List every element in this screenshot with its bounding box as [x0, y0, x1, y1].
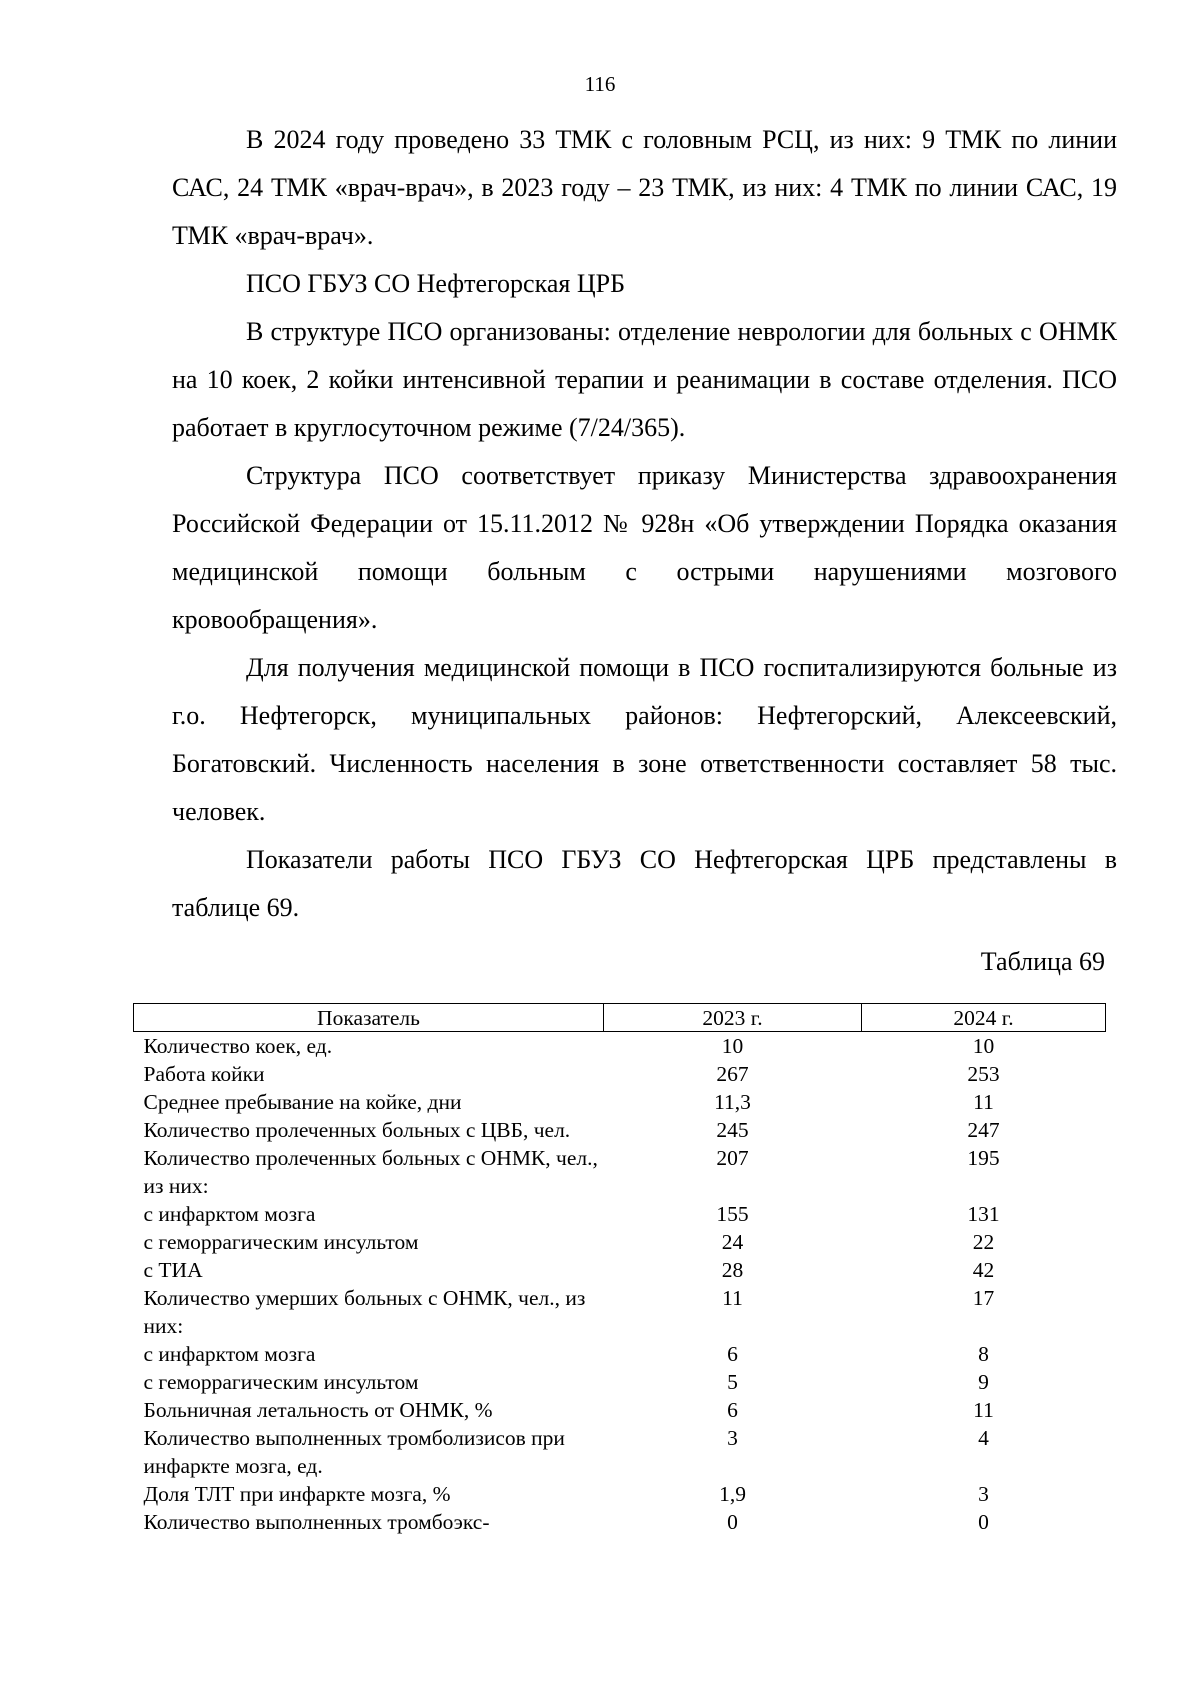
table-row: [134, 1396, 1106, 1424]
value-2023: 24: [721, 1230, 744, 1254]
value-2023: 28: [721, 1258, 744, 1282]
header-2024: 2024 г.: [862, 1004, 1106, 1032]
paragraph-structure: В структуре ПСО организованы: отделение неврологии для больных с ОНМК на 10 коек, 2 койки интенсивной терапии и реанимации в составе отделения. ПСО работает в круглосуточном режиме (7/24/365).: [172, 317, 1117, 442]
row-label: Количество выполненных тромбоэкс-: [143, 1510, 490, 1534]
table-row: [134, 1200, 1106, 1228]
section-heading: ПСО ГБУЗ СО Нефтегорская ЦРБ: [246, 269, 625, 298]
paragraph-table-ref: Показатели работы ПСО ГБУЗ СО Нефтегорская ЦРБ представлены в таблице 69.: [172, 845, 1117, 922]
table-row: [134, 1480, 1106, 1508]
row-label: Больничная летальность от ОНМК, %: [143, 1398, 493, 1422]
row-label: с геморрагическим инсультом: [143, 1370, 419, 1394]
table-row: [134, 1116, 1106, 1144]
table-row: [134, 1144, 1106, 1200]
value-2024: 42: [972, 1258, 995, 1282]
value-2023: 5: [727, 1370, 738, 1394]
row-label: Работа койки: [143, 1062, 265, 1086]
row-label: с геморрагическим инсультом: [143, 1230, 419, 1254]
value-2024: 131: [967, 1202, 1000, 1226]
indicators-table: [133, 1003, 1106, 1536]
value-2023: 3: [727, 1426, 738, 1450]
value-2024: 4: [978, 1426, 989, 1450]
table-caption: Таблица 69: [980, 947, 1105, 976]
value-2024: 11: [973, 1398, 994, 1422]
value-2023: 6: [727, 1342, 738, 1366]
value-2023: 11: [722, 1286, 743, 1310]
table-row: [134, 1340, 1106, 1368]
value-2023: 6: [727, 1398, 738, 1422]
header-indicator: Показатель: [134, 1004, 604, 1032]
value-2024: 22: [972, 1230, 995, 1254]
value-2023: 10: [721, 1034, 744, 1058]
value-2024: 11: [973, 1090, 994, 1114]
paragraph-population: Для получения медицинской помощи в ПСО госпитализируются больные из г.о. Нефтегорск, муниципальных районов: Нефтегорский, Алексеевский, Богатовский. Численность населения в зоне ответственности составляет 58 тыс. человек.: [172, 653, 1117, 826]
table-body: [134, 1032, 1106, 1537]
value-2023: 245: [716, 1118, 749, 1142]
header-2023: 2023 г.: [604, 1004, 862, 1032]
row-label: Количество умерших больных с ОНМК, чел., из них:: [143, 1286, 586, 1338]
value-2024: 3: [978, 1482, 989, 1506]
page-number: 116: [584, 72, 616, 96]
table-row: [134, 1508, 1106, 1536]
row-label: Количество коек, ед.: [143, 1034, 333, 1058]
table-row: [134, 1228, 1106, 1256]
row-label: с инфарктом мозга: [143, 1202, 316, 1226]
table-row: [134, 1284, 1106, 1340]
value-2024: 9: [978, 1370, 989, 1394]
row-label: Среднее пребывание на койке, дни: [143, 1090, 462, 1114]
table-row: [134, 1088, 1106, 1116]
value-2023: 155: [716, 1202, 749, 1226]
table-row: [134, 1368, 1106, 1396]
table-row: [134, 1060, 1106, 1088]
value-2024: 0: [978, 1510, 989, 1534]
body-text: [172, 116, 1117, 932]
value-2024: 17: [972, 1286, 995, 1310]
row-label: с инфарктом мозга: [143, 1342, 316, 1366]
row-label: Количество пролеченных больных с ОНМК, чел., из них:: [143, 1146, 598, 1198]
value-2024: 10: [972, 1034, 995, 1058]
table-row: [134, 1256, 1106, 1284]
row-label: Количество выполненных тромболизисов при инфаркте мозга, ед.: [143, 1426, 565, 1478]
value-2024: 247: [967, 1118, 1000, 1142]
value-2023: 267: [716, 1062, 749, 1086]
row-label: с ТИА: [143, 1258, 203, 1282]
value-2024: 195: [967, 1146, 1000, 1170]
value-2023: 1,9: [719, 1482, 746, 1506]
value-2024: 8: [978, 1342, 989, 1366]
value-2024: 253: [967, 1062, 1000, 1086]
table-header-row: [134, 1004, 1106, 1032]
table-row: [134, 1032, 1106, 1061]
table-row: [134, 1424, 1106, 1480]
value-2023: 0: [727, 1510, 738, 1534]
paragraph-order: Структура ПСО соответствует приказу Министерства здравоохранения Российской Федерации от 15.11.2012 № 928н «Об утверждении Порядка оказания медицинской помощи больным с острыми нарушениями мозгового кровообращения».: [172, 461, 1117, 634]
row-label: Доля ТЛТ при инфаркте мозга, %: [143, 1482, 451, 1506]
paragraph-tmk: В 2024 году проведено 33 ТМК с головным РСЦ, из них: 9 ТМК по линии САС, 24 ТМК «врач-врач», в 2023 году – 23 ТМК, из них: 4 ТМК по линии САС, 19 ТМК «врач-врач».: [172, 125, 1117, 250]
value-2023: 11,3: [714, 1090, 751, 1114]
value-2023: 207: [716, 1146, 749, 1170]
row-label: Количество пролеченных больных с ЦВБ, чел.: [143, 1118, 571, 1142]
